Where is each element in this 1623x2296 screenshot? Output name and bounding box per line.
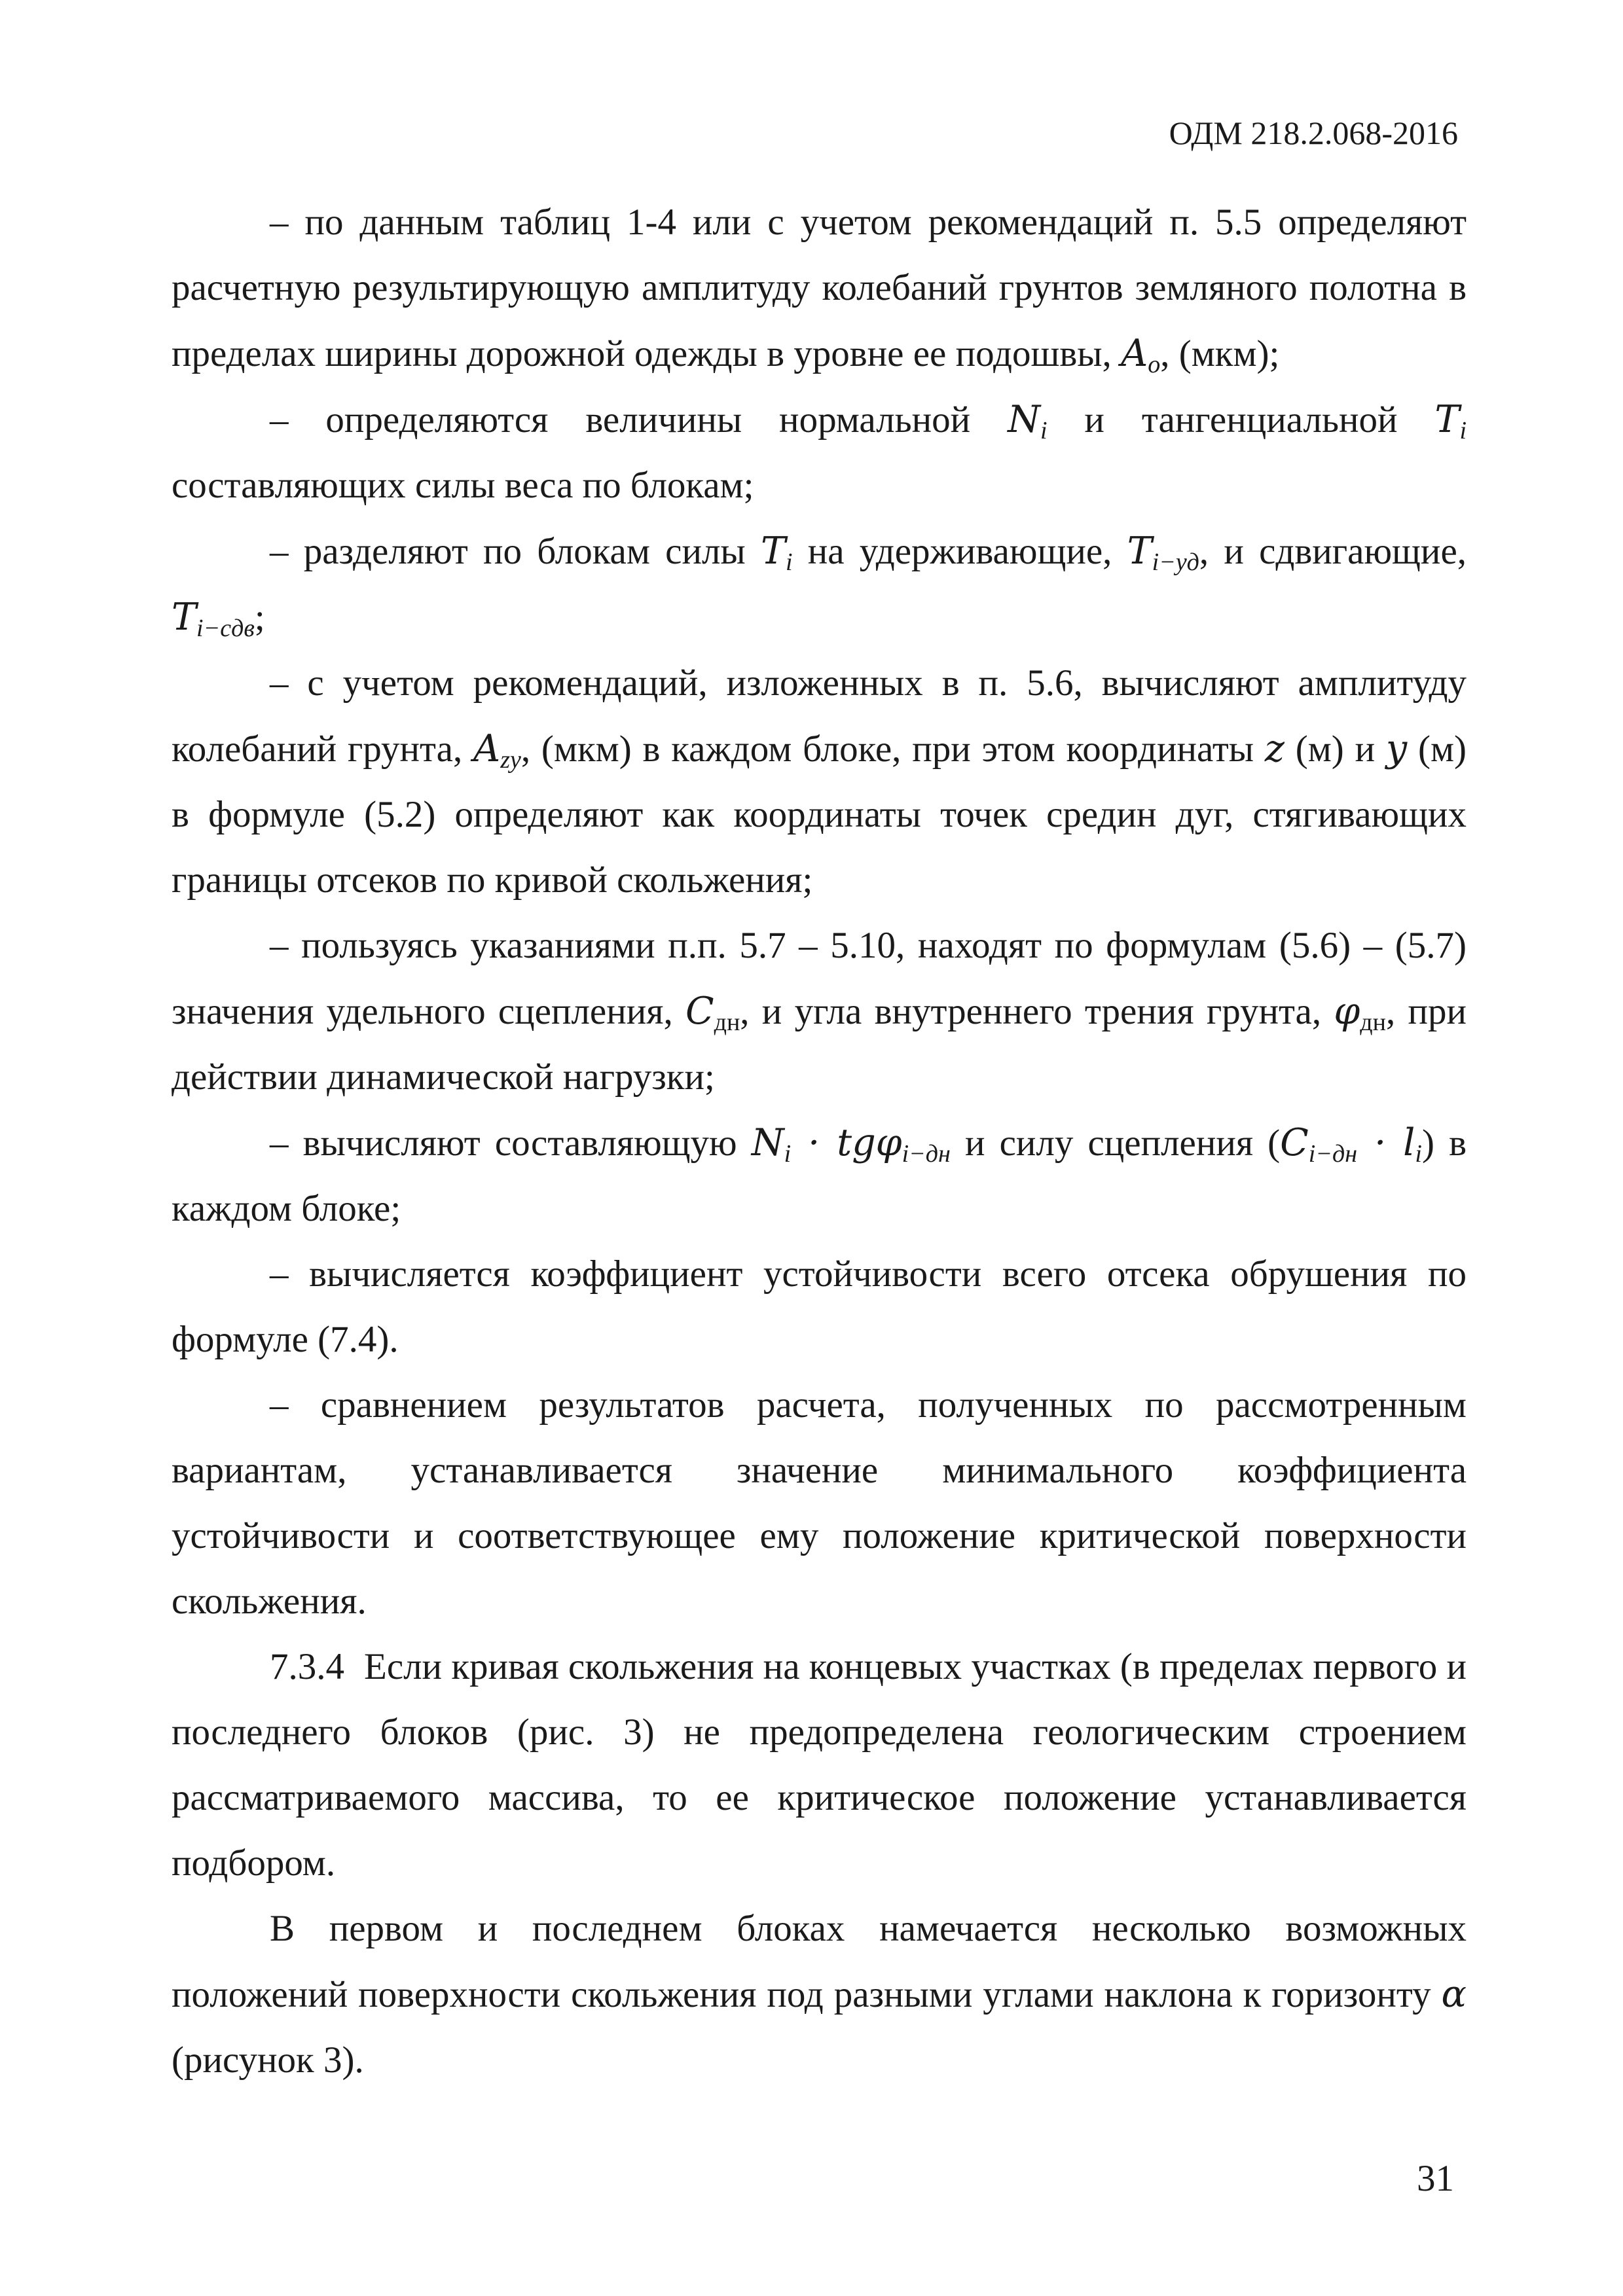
document-code: ОДМ 218.2.068-2016 [1169,115,1458,151]
symbol-phi: φ [1334,990,1360,1033]
text-run: , (мкм) в каждом блоке, при этом координаты [520,728,1265,770]
paragraph-amplitude [172,190,1467,387]
text-run: – с учетом рекомендаций, изложенных в п. 5.6, вычисляют амплитуду колебаний грунта, [172,662,1467,770]
text-run: , и угла внутреннего трения грунта, [740,991,1334,1032]
text-run: В первом и последнем блоках намечается несколько возможных положений поверхности скольжения под разными углами наклона к горизонту [172,1908,1467,2015]
symbol-a: A [1121,332,1148,375]
paragraph-components [172,1110,1467,1242]
text-run: – определяются величины нормальной [270,399,1008,440]
text-run: (рисунок 3). [172,2039,364,2081]
symbol-t: T [760,529,786,573]
paragraph-comparison: – сравнением результатов расчета, полученных по рассмотренным вариантам, устанавливается значение минимального коэффициента устойчивости и соответствующее ему положение критической поверхности скольжения. [172,1384,1467,1622]
text-run: (м) в формуле (5.2) определяют как координаты точек средин дуг, стягивающих границы отсеков по кривой скольжения; [172,728,1467,901]
text-run: – пользуясь указаниями п.п. 5.7 – 5.10, находят по формулам (5.6) – (5.7) значения удельного сцепления, [172,925,1467,1032]
symbol-subscript: i [1040,417,1048,444]
text-run: и тангенциальной [1047,399,1435,440]
symbol-c: C [1280,1121,1309,1164]
page-number: 31 [1417,2158,1454,2199]
symbol-n: N [751,1121,784,1164]
symbol-subscript: i [1459,417,1467,444]
symbol-subscript: i [1415,1140,1422,1168]
symbol-subscript: o [1148,351,1161,378]
symbol-y: y [1385,727,1408,770]
symbol-subscript: i−дн [1308,1140,1358,1168]
text-run: , (мкм); [1160,333,1280,374]
text-run: и силу сцепления ( [950,1122,1281,1164]
text-run: на удерживающие, [792,531,1127,572]
symbol-a: A [473,727,501,770]
text-run: ) в каждом блоке; [172,1122,1467,1229]
symbol-subscript: zy [500,746,521,774]
section-number: 7.3.4 [270,1646,344,1687]
symbol-c: C [685,990,714,1033]
text-run: составляющих силы веса по блокам; [172,465,754,506]
paragraph-stability-coefficient: – вычисляется коэффициент устойчивости всего отсека обрушения по формуле (7.4). [172,1253,1467,1360]
text-run: Если кривая скольжения на концевых участках (в пределах первого и последнего блоков (рис. 3) не предопределена геологическим строением рассматриваемого массива, то ее критическое положение устанавливается подбором. [172,1646,1467,1884]
paragraph-amplitude-blocks [172,651,1467,913]
text-run: , и сдвигающие, [1199,531,1467,572]
symbol-subscript: i [784,1140,792,1168]
symbol-subscript: дн [714,1009,740,1036]
paragraph-cohesion-friction [172,913,1467,1110]
text-run: – разделяют по блокам силы [270,531,761,572]
paragraph-slip-positions [172,1896,1467,2093]
symbol-subscript: i−дн [902,1140,951,1168]
symbol-t: T [1434,398,1460,441]
symbol-t: T [172,596,197,639]
symbol-t: T [1127,529,1152,573]
text-run: – вычисляют составляющую [270,1122,752,1164]
symbol-subscript: i−сдв [196,615,255,642]
symbol-z: z [1264,727,1285,770]
symbol-subscript: дн [1360,1009,1386,1036]
symbol-subscript: i−уд [1152,548,1199,576]
paragraph-normal-tangential [172,387,1467,518]
symbol-subscript: i [785,548,793,576]
paragraph-section-7-3-4 [172,1634,1467,1896]
page-body [172,190,1467,2093]
symbol-n: N [1008,398,1040,441]
symbol-l: · l [1357,1121,1415,1164]
text-run: , при действии динамической нагрузки; [172,991,1467,1098]
symbol-tgphi: · tgφ [791,1121,902,1164]
paragraph-split-forces [172,518,1467,651]
symbol-alpha: α [1441,1973,1467,2016]
text-run: (м) и [1284,728,1386,770]
text-run: ; [254,597,265,638]
text-run: – по данным таблиц 1-4 или с учетом рекомендаций п. 5.5 определяют расчетную результирующую амплитуду колебаний грунтов земляного полотна в пределах ширины дорожной одежды в уровне ее подошвы, [172,202,1467,374]
